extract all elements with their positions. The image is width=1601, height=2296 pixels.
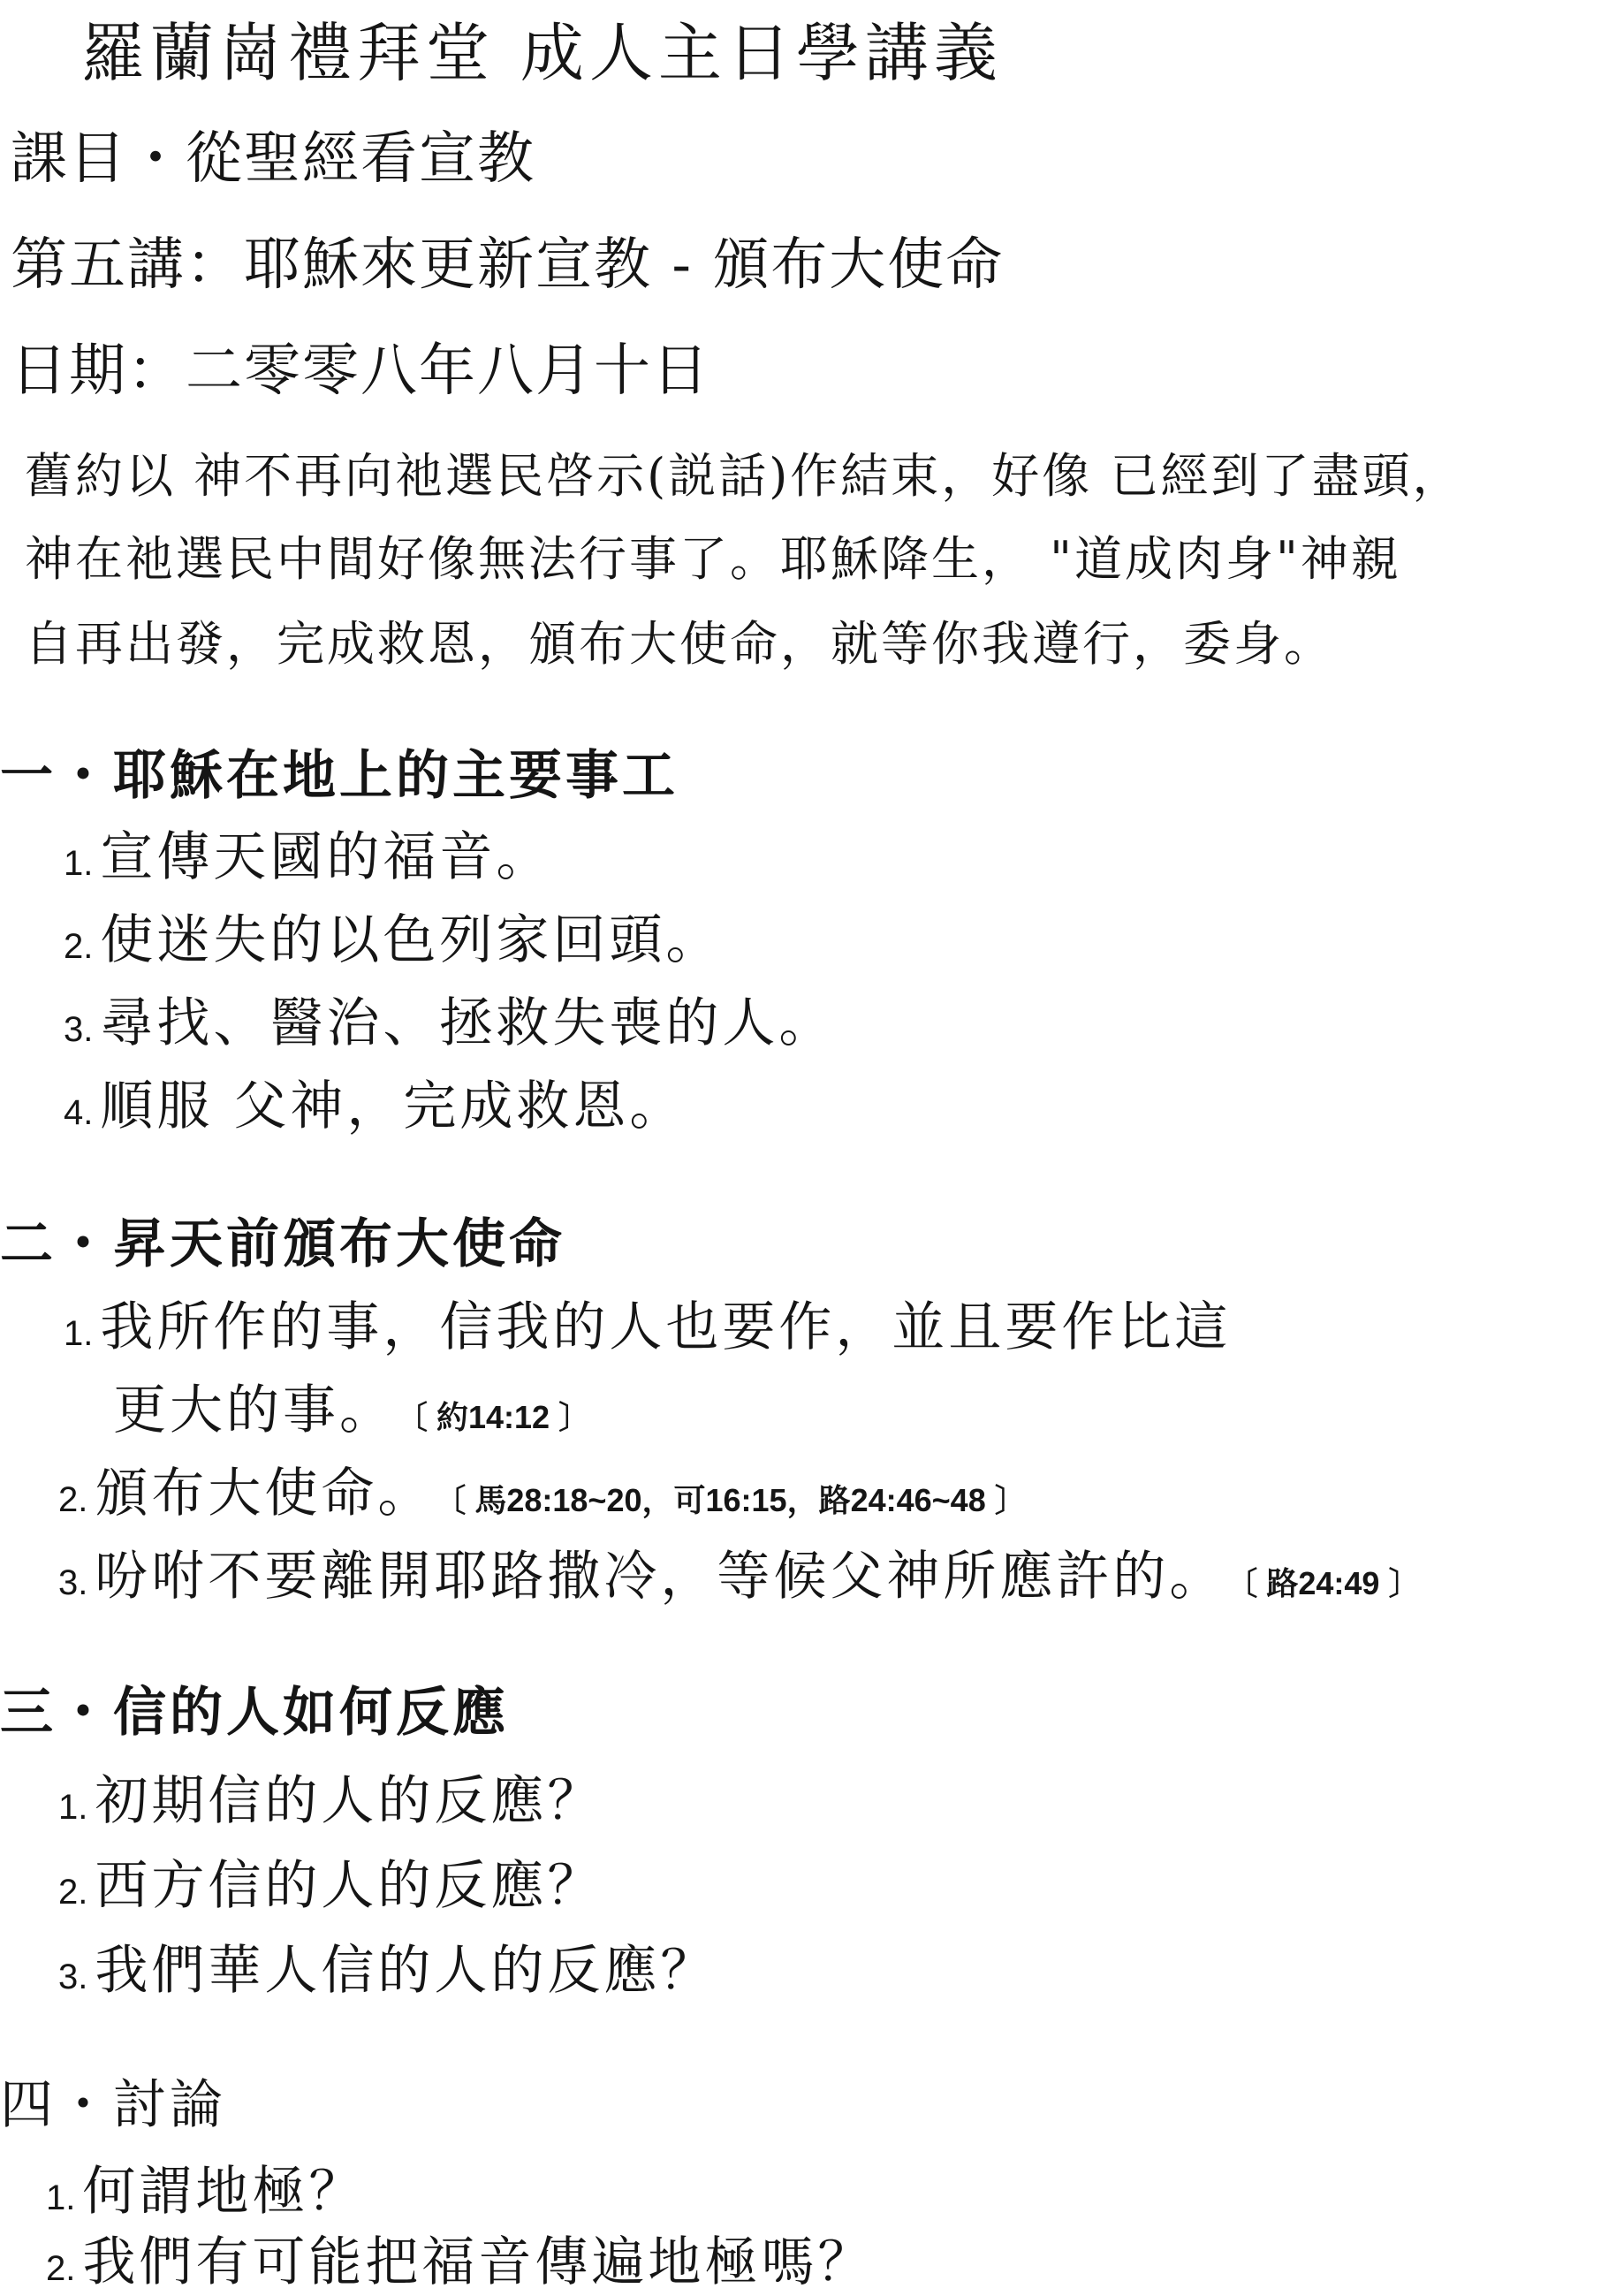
item-number: 1.: [46, 2178, 76, 2217]
item-text: 使迷失的以色列家回頭。: [100, 909, 723, 971]
course-label: 課目・: [11, 126, 186, 192]
section-1-item-3: [64, 981, 835, 1057]
section-heading-4: 四・討論: [0, 2074, 226, 2136]
section-3-item-1: [58, 1759, 603, 1835]
item-text: 初期信的人的反應？: [95, 1770, 604, 1832]
item-number: 2.: [64, 927, 94, 966]
item-number: 2.: [46, 2249, 76, 2288]
section-heading-2: 二・昇天前頒布大使命: [0, 1213, 565, 1275]
section-2-item-3: [58, 1534, 1420, 1610]
item-number: 2.: [58, 1480, 88, 1519]
section-2-item-1: [64, 1285, 1231, 1361]
section-heading-3: 三・信的人如何反應: [0, 1682, 509, 1744]
item-text: 更大的事。: [113, 1380, 396, 1441]
item-text: 我們華人信的人的反應？: [95, 1940, 717, 2002]
item-number: 3.: [58, 1958, 88, 1996]
item-number: 3.: [58, 1563, 88, 1602]
intro-line-1: 舊約以 神不再向祂選民啓示(説話)作結束，好像 已經到了盡頭，: [25, 448, 1463, 504]
lesson-label: 第五講：: [11, 232, 244, 298]
scripture-reference: 〔 馬28:18~20，可16:15，路24:46~48 〕: [450, 1482, 1027, 1518]
date-value: 二零零八年八月十日: [186, 338, 710, 404]
course-line: [11, 113, 535, 194]
item-text: 頒布大使命。: [95, 1463, 435, 1524]
page-title: 羅蘭崗禮拜堂 成人主日學講義: [81, 16, 1003, 90]
item-text: 西方信的人的反應？: [95, 1855, 604, 1917]
date-line: [11, 325, 710, 407]
section-1-item-1: [64, 815, 552, 891]
item-number: 1.: [58, 1788, 88, 1827]
item-text: 何謂地極？: [82, 2161, 366, 2223]
section-2-item-1-cont: [113, 1368, 590, 1444]
section-3-item-3: [58, 1928, 717, 2004]
course-value: 從聖經看宣教: [186, 126, 535, 192]
item-number: 2.: [58, 1873, 88, 1912]
item-text: 尋找、醫治、拯救失喪的人。: [100, 992, 836, 1054]
lesson-value: 耶穌來更新宣教 - 頒布大使命: [244, 232, 1005, 298]
item-number: 4.: [64, 1093, 94, 1132]
lesson-line: [11, 219, 1004, 300]
section-4-item-1: [46, 2149, 365, 2225]
intro-line-3: 自再出發，完成救恩，頒布大使命，就等你我遵行，委身。: [25, 616, 1334, 672]
section-2-item-2: [58, 1451, 1027, 1527]
section-4-item-2: [46, 2220, 874, 2296]
section-3-item-2: [58, 1844, 603, 1920]
item-text: 我所作的事，信我的人也要作，並且要作比這: [100, 1296, 1232, 1358]
item-number: 3.: [64, 1010, 94, 1049]
section-1-item-2: [64, 898, 722, 974]
item-text: 我們有可能把福音傳遍地極嗎？: [82, 2231, 875, 2293]
item-number: 1.: [64, 1314, 94, 1353]
item-text: 順服 父神，完成救恩。: [100, 1076, 687, 1137]
item-text: 宣傳天國的福音。: [100, 826, 553, 888]
item-number: 1.: [64, 844, 94, 883]
item-text: 吩咐不要離開耶路撒冷，等候父神所應許的。: [95, 1546, 1226, 1608]
scripture-reference: 〔 約14:12 〕: [412, 1399, 591, 1435]
scripture-reference: 〔 路24:49 〕: [1241, 1565, 1421, 1601]
section-heading-1: 一・耶穌在地上的主要事工: [0, 745, 679, 807]
section-1-item-4: [64, 1064, 686, 1140]
date-label: 日期：: [11, 338, 186, 404]
intro-line-2: 神在祂選民中間好像無法行事了。耶穌降生， "道成肉身"神親: [25, 531, 1401, 587]
